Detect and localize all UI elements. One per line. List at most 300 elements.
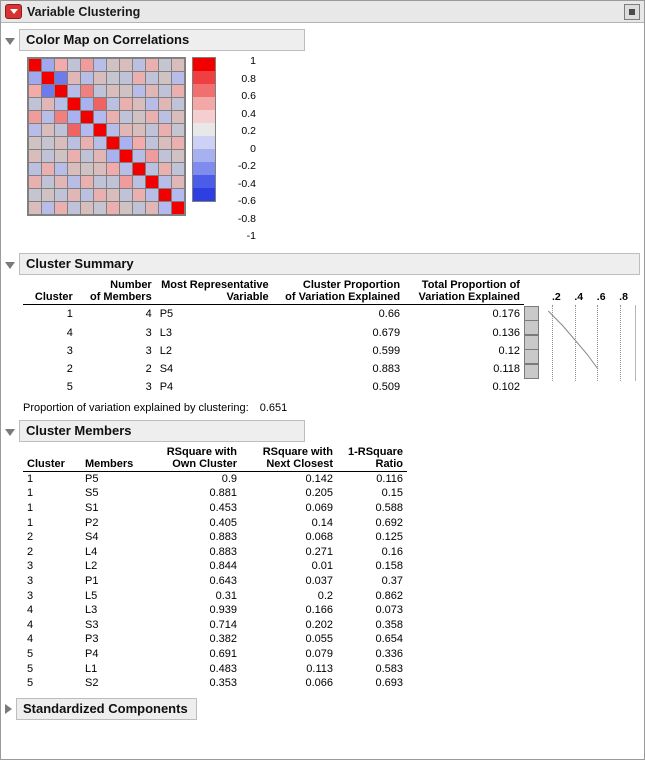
- colorbar-tick-label: 0: [250, 142, 256, 155]
- table-cell: 0.358: [375, 618, 403, 631]
- heatmap-cell: [159, 150, 171, 162]
- heatmap-cell: [159, 137, 171, 149]
- table-cell: 4: [145, 308, 152, 321]
- heatmap-cell: [29, 59, 41, 71]
- heatmap-cell: [159, 124, 171, 136]
- colorbar-tick-label: 0.6: [241, 90, 256, 102]
- heatmap-cell: [81, 137, 93, 149]
- heatmap-cell: [68, 189, 80, 201]
- heatmap-cell: [107, 189, 119, 201]
- heatmap-cell: [120, 85, 132, 97]
- heatmap-cell: [146, 59, 158, 71]
- heatmap-cell: [29, 189, 41, 201]
- table-cell: 0.679: [372, 326, 401, 339]
- heatmap-cell: [42, 98, 54, 110]
- colorbar-tick-labels: [222, 53, 262, 246]
- heatmap-cell: [68, 111, 80, 123]
- heatmap-cell: [120, 124, 132, 136]
- table-cell: 0.66: [378, 308, 401, 321]
- table-cell: 0.202: [305, 618, 333, 631]
- heatmap-cell: [55, 85, 67, 97]
- table-cell: 0.16: [381, 545, 403, 558]
- table-row[interactable]: [23, 305, 644, 324]
- heatmap-cell: [133, 111, 145, 123]
- heatmap-cell: [42, 163, 54, 175]
- colorbar-tick-label: 1: [250, 55, 256, 67]
- col-cluster: Cluster: [23, 446, 81, 472]
- table-cell: P5: [85, 472, 99, 485]
- plot-tick-label: .8: [619, 290, 628, 303]
- heatmap-cell: [146, 124, 158, 136]
- heatmap-cell: [81, 124, 93, 136]
- table-cell: 0.15: [381, 487, 403, 500]
- heatmap-cell: [81, 176, 93, 188]
- table-cell: 0.079: [305, 647, 333, 660]
- heatmap-cell: [42, 202, 54, 214]
- table-cell: 1: [27, 501, 34, 514]
- colorbar-chip: [193, 162, 215, 175]
- heatmap-cell: [172, 150, 184, 162]
- table-cell: 0.113: [306, 662, 333, 675]
- table-cell: S2: [85, 677, 99, 690]
- table-row[interactable]: [23, 661, 407, 676]
- heatmap-cell: [172, 189, 184, 201]
- table-row[interactable]: [23, 647, 407, 662]
- heatmap-cell: [68, 98, 80, 110]
- table-cell: P4: [85, 647, 99, 660]
- heatmap-cell: [146, 98, 158, 110]
- heatmap-cell: [94, 176, 106, 188]
- table-cell: 3: [27, 560, 34, 573]
- table-cell: 0.037: [305, 574, 333, 587]
- table-cell: 0.336: [375, 647, 403, 660]
- heatmap-cell: [146, 202, 158, 214]
- table-cell: 0.37: [381, 574, 403, 587]
- table-cell: 0.862: [375, 589, 403, 602]
- heatmap-cell: [159, 189, 171, 201]
- red-triangle-menu-icon[interactable]: [5, 4, 22, 19]
- table-cell: 0.453: [209, 501, 237, 514]
- heatmap-cell: [107, 72, 119, 84]
- table-cell: 1: [27, 472, 34, 485]
- heatmap-cell: [133, 85, 145, 97]
- table-cell: 0.068: [305, 531, 333, 544]
- table-header-row: [23, 279, 644, 305]
- table-cell: 3: [145, 381, 152, 394]
- table-cell: P5: [159, 308, 174, 321]
- heatmap-cell: [55, 72, 67, 84]
- heatmap-cell: [172, 137, 184, 149]
- table-cell: P2: [85, 516, 99, 529]
- heatmap-cell: [159, 59, 171, 71]
- heatmap-cell: [133, 72, 145, 84]
- heatmap-cell: [55, 124, 67, 136]
- col-cluster: Cluster: [23, 279, 77, 305]
- heatmap-cell: [159, 163, 171, 175]
- variation-explained-plot: [524, 305, 636, 397]
- heatmap-cell: [172, 176, 184, 188]
- heatmap-cell: [94, 202, 106, 214]
- heatmap-cell: [29, 137, 41, 149]
- table-row[interactable]: [23, 603, 407, 618]
- table-cell: S4: [85, 531, 99, 544]
- heatmap-cell: [107, 150, 119, 162]
- heatmap-cell: [68, 163, 80, 175]
- heatmap-cell: [94, 59, 106, 71]
- table-cell: P1: [85, 574, 99, 587]
- heatmap-cell: [42, 176, 54, 188]
- colorbar-chip: [193, 123, 215, 136]
- disclosure-closed-icon[interactable]: [5, 704, 12, 714]
- heatmap-cell: [68, 150, 80, 162]
- heatmap-cell: [55, 137, 67, 149]
- heatmap-cell: [42, 85, 54, 97]
- col-total-proportion: Total Proportion of Variation Explained: [404, 279, 524, 305]
- table-cell: 0.9: [221, 472, 237, 485]
- heatmap-cell: [172, 202, 184, 214]
- colorbar-chip: [193, 58, 215, 71]
- table-cell: 0.12: [498, 344, 520, 357]
- table-cell: 0.055: [305, 633, 333, 646]
- colorbar-tick-label: -0.8: [237, 212, 256, 225]
- table-cell: S3: [85, 618, 99, 631]
- heatmap-cell: [94, 137, 106, 149]
- table-cell: S1: [85, 501, 99, 514]
- table-cell: 0.382: [209, 633, 237, 646]
- heatmap-cell: [94, 150, 106, 162]
- table-cell: 2: [145, 363, 152, 376]
- table-cell: 0.883: [372, 363, 401, 376]
- cluster-summary-table: [23, 279, 644, 397]
- heatmap-cell: [172, 72, 184, 84]
- table-cell: 0.066: [305, 677, 333, 690]
- heatmap-cell: [107, 111, 119, 123]
- colorbar-tick-label: 0.8: [241, 72, 256, 85]
- table-cell: 5: [27, 647, 34, 660]
- table-row[interactable]: [23, 501, 407, 516]
- window-titlebar: [1, 1, 644, 23]
- table-cell: L1: [85, 662, 98, 675]
- heatmap-cell: [133, 124, 145, 136]
- heatmap-cell: [81, 72, 93, 84]
- heatmap-cell: [29, 98, 41, 110]
- table-cell: 0.142: [305, 472, 333, 485]
- heatmap-cell: [81, 85, 93, 97]
- table-cell: 2: [66, 363, 73, 376]
- heatmap-cell: [68, 85, 80, 97]
- table-cell: P3: [85, 633, 99, 646]
- table-cell: 0.205: [305, 487, 333, 500]
- heatmap-cell: [29, 124, 41, 136]
- proportion-plot-cell: [524, 305, 644, 397]
- heatmap-cell: [55, 111, 67, 123]
- table-row[interactable]: [23, 588, 407, 603]
- heatmap-cell: [120, 59, 132, 71]
- heatmap-cell: [81, 59, 93, 71]
- colorbar-chip: [193, 149, 215, 162]
- plot-tick-label: .6: [596, 290, 606, 303]
- window-control-icon[interactable]: [624, 4, 640, 20]
- heatmap-cell: [94, 189, 106, 201]
- heatmap-cell: [159, 202, 171, 214]
- heatmap-cell: [107, 85, 119, 97]
- table-cell: 4: [27, 618, 34, 631]
- section-header-cluster-summary[interactable]: [5, 253, 644, 275]
- colorbar-tick-label: -0.4: [237, 177, 256, 190]
- table-cell: 4: [27, 604, 34, 617]
- heatmap-cell: [146, 176, 158, 188]
- heatmap-cell: [133, 150, 145, 162]
- table-cell: 0.176: [492, 308, 520, 321]
- table-cell: 0.102: [492, 381, 520, 394]
- col-number-of-members: Number of Members: [77, 279, 156, 305]
- heatmap-cell: [94, 85, 106, 97]
- table-cell: 3: [27, 589, 34, 602]
- table-cell: S4: [159, 363, 174, 376]
- heatmap-grid: [27, 57, 186, 216]
- section-label-color-map: Color Map on Correlations: [19, 29, 305, 51]
- heatmap-cell: [107, 137, 119, 149]
- colorbar-tick-label: -0.2: [237, 160, 256, 172]
- section-label-cluster-members: Cluster Members: [19, 420, 305, 442]
- heatmap-cell: [159, 98, 171, 110]
- heatmap-cell: [120, 176, 132, 188]
- table-cell: L3: [159, 326, 172, 339]
- heatmap-cell: [120, 98, 132, 110]
- heatmap-cell: [42, 59, 54, 71]
- col-one-minus-rsquare-ratio: 1-RSquare Ratio: [337, 446, 407, 472]
- heatmap-cell: [120, 202, 132, 214]
- heatmap-cell: [146, 111, 158, 123]
- heatmap-cell: [42, 124, 54, 136]
- table-row[interactable]: [23, 574, 407, 589]
- table-cell: 0.01: [311, 560, 333, 573]
- table-cell: 3: [145, 326, 152, 339]
- table-cell: 3: [27, 574, 34, 587]
- heatmap-cell: [159, 111, 171, 123]
- table-cell: 5: [66, 381, 73, 394]
- section-header-color-map[interactable]: [5, 29, 644, 51]
- heatmap-cell: [55, 189, 67, 201]
- proportion-note-label: Proportion of variation explained by clustering:: [23, 401, 249, 414]
- heatmap-cell: [146, 163, 158, 175]
- heatmap-cell: [55, 150, 67, 162]
- table-cell: 3: [66, 344, 73, 357]
- heatmap-cell: [172, 85, 184, 97]
- table-cell: 0.31: [215, 589, 237, 602]
- heatmap-cell: [146, 72, 158, 84]
- heatmap-cell: [55, 98, 67, 110]
- heatmap-cell: [159, 176, 171, 188]
- colorbar-tick-label: -1: [246, 230, 256, 242]
- table-cell: 1: [27, 516, 34, 529]
- heatmap-cell: [68, 202, 80, 214]
- colorbar-tick-label: -0.6: [237, 195, 256, 207]
- heatmap-cell: [146, 137, 158, 149]
- table-cell: 0.691: [209, 647, 237, 660]
- heatmap-cell: [146, 85, 158, 97]
- col-rsquare-own-cluster: RSquare with Own Cluster: [145, 446, 241, 472]
- col-most-representative-variable: Most Representative Variable: [156, 279, 273, 305]
- heatmap-cell: [29, 111, 41, 123]
- heatmap-cell: [29, 72, 41, 84]
- table-cell: 0.654: [375, 633, 403, 646]
- disclosure-open-icon[interactable]: [5, 429, 15, 436]
- colorbar-chip: [193, 71, 215, 84]
- heatmap-cell: [81, 111, 93, 123]
- table-cell: 0.692: [375, 516, 403, 529]
- colorbar-chip: [193, 84, 215, 97]
- heatmap-cell: [94, 124, 106, 136]
- table-cell: 0.881: [209, 487, 237, 500]
- table-cell: 0.599: [372, 344, 401, 357]
- table-row[interactable]: [23, 544, 407, 559]
- heatmap-cell: [120, 189, 132, 201]
- table-cell: 0.693: [375, 677, 403, 690]
- heatmap-cell: [133, 176, 145, 188]
- table-cell: L5: [85, 589, 98, 602]
- table-cell: 1: [66, 308, 73, 321]
- table-cell: 0.883: [209, 545, 237, 558]
- heatmap-cell: [172, 163, 184, 175]
- heatmap-cell: [55, 59, 67, 71]
- table-cell: 0.353: [209, 677, 237, 690]
- table-row[interactable]: [23, 486, 407, 501]
- colorbar-chip: [193, 110, 215, 123]
- table-cell: 0.883: [209, 531, 237, 544]
- heatmap-cell: [146, 189, 158, 201]
- heatmap-cell: [94, 111, 106, 123]
- colorbar-chip: [193, 136, 215, 149]
- heatmap-cell: [81, 98, 93, 110]
- table-cell: S5: [85, 487, 99, 500]
- section-header-cluster-members[interactable]: [5, 420, 644, 442]
- heatmap-cell: [120, 111, 132, 123]
- heatmap-cell: [120, 137, 132, 149]
- table-cell: 0.405: [209, 516, 237, 529]
- heatmap-cell: [107, 163, 119, 175]
- table-cell: 5: [27, 677, 34, 690]
- heatmap-cell: [133, 137, 145, 149]
- heatmap-cell: [55, 163, 67, 175]
- heatmap-cell: [42, 137, 54, 149]
- heatmap-cell: [94, 72, 106, 84]
- heatmap-cell: [159, 72, 171, 84]
- heatmap-cell: [81, 189, 93, 201]
- heatmap-cell: [107, 59, 119, 71]
- heatmap-cell: [42, 189, 54, 201]
- table-cell: 0.2: [317, 589, 333, 602]
- heatmap-cell: [68, 124, 80, 136]
- table-cell: 0.844: [209, 560, 237, 573]
- heatmap-cell: [29, 176, 41, 188]
- colorbar-chip: [193, 175, 215, 188]
- heatmap-cell: [55, 202, 67, 214]
- col-cluster-proportion: Cluster Proportion of Variation Explained: [273, 279, 404, 305]
- colorbar-legend: [192, 55, 256, 242]
- table-cell: L4: [85, 545, 98, 558]
- table-row[interactable]: [23, 559, 407, 574]
- heatmap-cell: [29, 163, 41, 175]
- heatmap-cell: [133, 163, 145, 175]
- table-cell: L3: [85, 604, 98, 617]
- col-rsquare-next-closest: RSquare with Next Closest: [241, 446, 337, 472]
- proportion-note: [23, 402, 644, 414]
- table-cell: 0.116: [376, 472, 403, 485]
- colorbar-chip: [193, 97, 215, 110]
- cumulative-line: [524, 305, 636, 381]
- table-row[interactable]: [23, 515, 407, 530]
- table-cell: 2: [27, 545, 34, 558]
- table-cell: 0.125: [375, 531, 403, 544]
- disclosure-open-icon[interactable]: [5, 262, 15, 269]
- table-cell: 0.271: [305, 545, 333, 558]
- heatmap-cell: [29, 85, 41, 97]
- table-row[interactable]: [23, 632, 407, 647]
- table-cell: 0.588: [375, 501, 403, 514]
- heatmap-cell: [133, 59, 145, 71]
- plot-tick-label: .2: [551, 290, 561, 303]
- heatmap-cell: [120, 163, 132, 175]
- heatmap-cell: [159, 85, 171, 97]
- heatmap-cell: [29, 150, 41, 162]
- colorbar-gradient: [192, 57, 216, 202]
- heatmap-cell: [42, 72, 54, 84]
- heatmap-cell: [94, 98, 106, 110]
- heatmap-cell: [81, 202, 93, 214]
- heatmap-cell: [68, 59, 80, 71]
- heatmap-cell: [172, 98, 184, 110]
- section-label-cluster-summary: Cluster Summary: [19, 253, 640, 275]
- table-row[interactable]: [23, 676, 407, 691]
- plot-tick-label: .4: [574, 290, 584, 303]
- heatmap-cell: [133, 189, 145, 201]
- heatmap-cell: [68, 137, 80, 149]
- table-cell: 0.509: [372, 381, 401, 394]
- heatmap-cell: [133, 98, 145, 110]
- table-header-row: [23, 446, 407, 472]
- heatmap-cell: [107, 124, 119, 136]
- table-row[interactable]: [23, 617, 407, 632]
- heatmap-cell: [94, 163, 106, 175]
- table-row[interactable]: [23, 530, 407, 545]
- table-cell: 0.14: [311, 516, 333, 529]
- table-cell: P4: [159, 381, 174, 394]
- table-cell: 3: [145, 344, 152, 357]
- table-row[interactable]: [23, 471, 407, 486]
- proportion-note-value: 0.651: [259, 401, 288, 414]
- heatmap-cell: [68, 176, 80, 188]
- col-proportion-plot: [524, 279, 644, 305]
- table-cell: 2: [27, 531, 34, 544]
- heatmap-cell: [29, 202, 41, 214]
- heatmap-cell: [120, 72, 132, 84]
- col-members: Members: [81, 446, 145, 472]
- heatmap-cell: [81, 163, 93, 175]
- disclosure-open-icon[interactable]: [5, 38, 15, 45]
- heatmap-cell: [172, 111, 184, 123]
- colorbar-chip: [193, 188, 215, 201]
- table-cell: 0.714: [209, 618, 237, 631]
- table-cell: 4: [66, 326, 73, 339]
- table-cell: 0.939: [209, 604, 237, 617]
- heatmap-cell: [107, 98, 119, 110]
- heatmap-cell: [55, 176, 67, 188]
- heatmap-cell: [120, 150, 132, 162]
- heatmap-cell: [146, 150, 158, 162]
- page-title: Variable Clustering: [27, 4, 141, 19]
- section-header-standardized-components[interactable]: [5, 698, 644, 720]
